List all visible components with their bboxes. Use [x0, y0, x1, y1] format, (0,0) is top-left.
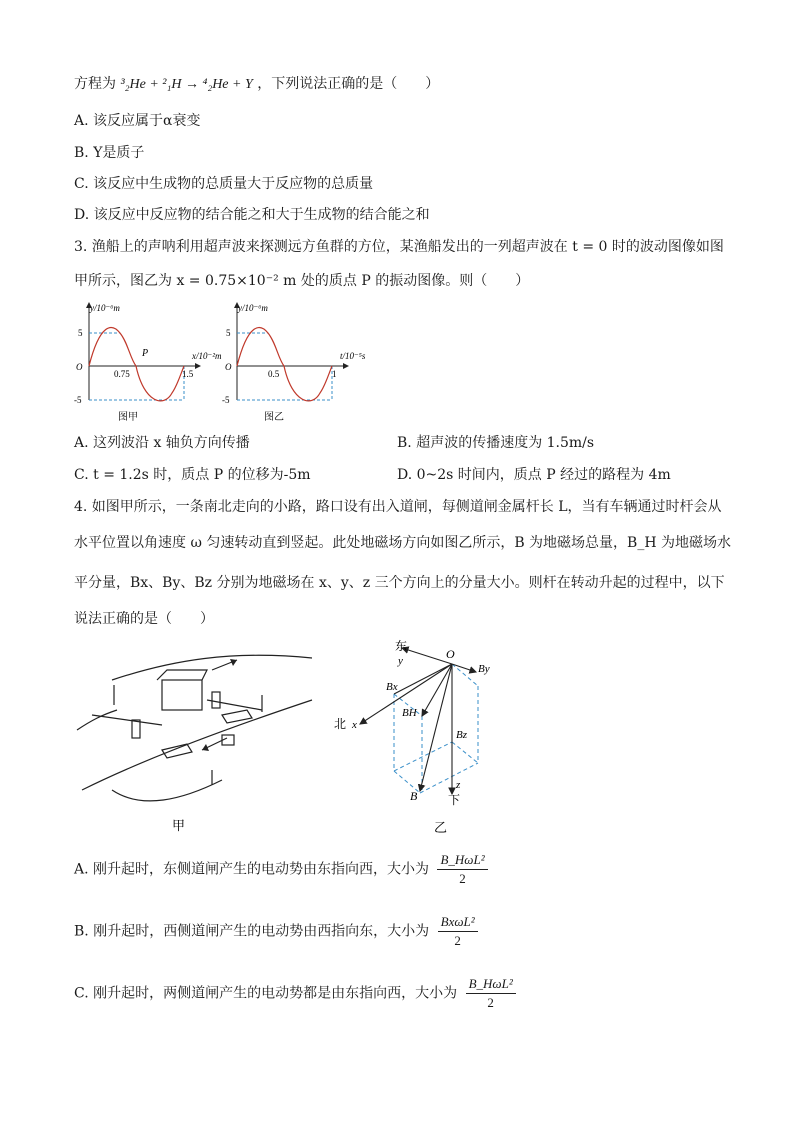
gate-barrier-west: [92, 715, 162, 725]
vector-by: [452, 664, 476, 672]
q3a-tick1: 0.75: [114, 369, 130, 379]
fig-b-b: B: [410, 789, 418, 803]
q3a-caption: 图甲: [118, 412, 138, 423]
q3-option-d: D. 0~2s 时间内，质点 P 经过的路程为 4m: [397, 467, 671, 483]
q4-option-b-fraction: [438, 914, 478, 949]
q3a-xlabel: x/10⁻²m: [192, 351, 222, 361]
q4-option-c-num: B_HωL²: [466, 976, 516, 994]
q3-stem-line2: 甲所示，图乙为 x = 0.75×10⁻² m 处的质点 P 的振动图像。则（ ）: [74, 273, 530, 289]
q4-figure-magnetic-field: [330, 636, 510, 842]
gate-post-west: [132, 720, 140, 738]
fig-b-z: z: [456, 779, 461, 791]
q3-graph-wave: [72, 298, 232, 426]
q3-option-b: B. 超声波的传播速度为 1.5m/s: [397, 435, 595, 451]
q3-stem-line1: 3. 渔船上的声呐利用超声波来探测远方鱼群的方位，某渔船发出的一列超声波在 t = 0 时的波动图像如图: [74, 239, 724, 255]
fig-b-y: y: [398, 655, 403, 667]
q3a-point-p: P: [142, 348, 149, 359]
q4-option-c-den: 2: [487, 995, 494, 1010]
q2-equation: ³₂He + ²₁H → ⁴₂He + Y: [120, 77, 253, 92]
q4-option-a: [74, 852, 488, 887]
q4-option-b: [74, 914, 478, 949]
box-edge-1: [452, 664, 478, 686]
q3b-tick1: 0.5: [268, 369, 280, 379]
q4-option-b-den: 2: [454, 933, 461, 948]
booth-roof: [157, 670, 207, 680]
road-curve-bottom: [112, 780, 222, 801]
fig-b-origin: O: [446, 647, 455, 661]
q4-option-c-text: C. 刚升起时，两侧道闸产生的电动势都是由东指向西，大小为: [74, 985, 458, 1002]
q3b-caption: 图乙: [264, 412, 284, 423]
crosswalk: [222, 710, 252, 723]
crosswalk-2: [162, 744, 192, 758]
q4-fig-b-caption: 乙: [434, 820, 448, 835]
q3a-origin: O: [76, 362, 83, 372]
fig-b-by: By: [478, 663, 490, 675]
q3b-tick2: 1: [332, 369, 337, 379]
q3-option-a: A. 这列波沿 x 轴负方向传播: [74, 435, 250, 451]
road-edge-lower: [82, 700, 312, 790]
q4-option-c: [74, 976, 516, 1011]
q2-option-a: A. 该反应属于α衰变: [74, 113, 201, 129]
q3b-vibration-curve: [237, 328, 332, 401]
fig-b-x: x: [352, 719, 357, 731]
q4-option-b-num: BxωL²: [438, 914, 478, 932]
q2-stem-suffix: ，下列说法正确的是（ ）: [257, 76, 440, 92]
box-edge-8: [452, 742, 478, 763]
road-curve-left: [77, 710, 117, 730]
q3b-origin: O: [225, 362, 232, 372]
q3b-xlabel: t/10⁻⁵s: [340, 351, 366, 361]
road-edge-upper: [112, 655, 312, 680]
q3b-ypos: 5: [226, 328, 231, 338]
fig-b-east: 东: [395, 639, 408, 653]
q3-graph-vibration: [222, 298, 382, 426]
fig-b-down: 下: [448, 793, 461, 807]
q4-option-b-text: B. 刚升起时，西侧道闸产生的电动势由西指向东，大小为: [74, 923, 430, 940]
q4-option-a-num: B_HωL²: [437, 852, 487, 870]
q2-stem: [74, 73, 439, 93]
q4-stem-line2: 水平位置以角速度 ω 匀速转动直到竖起。此处地磁场方向如图乙所示，B 为地磁场总量，B_H 为地磁场水: [74, 535, 731, 551]
q2-option-c: C. 该反应中生成物的总质量大于反应物的总质量: [74, 176, 374, 192]
q4-option-a-den: 2: [459, 871, 466, 886]
fig-b-north: 北: [334, 717, 347, 731]
q2-stem-prefix: 方程为: [74, 76, 116, 92]
q2-option-b: B. Y是质子: [74, 145, 145, 161]
q4-stem-line4: 说法正确的是（ ）: [74, 611, 214, 627]
gate-post-east: [212, 692, 220, 708]
q4-figure-road-gate: [72, 640, 322, 840]
fig-b-bz: Bz: [456, 729, 467, 741]
q3a-ylabel: y/10⁻⁶m: [90, 303, 120, 313]
q3a-tick2: 1.5: [182, 369, 194, 379]
q4-stem-line1: 4. 如图甲所示，一条南北走向的小路，路口设有出入道闸，每侧道闸金属杆长 L，当有车辆通过时杆会从: [74, 499, 722, 515]
q3b-yneg: -5: [222, 395, 230, 405]
axis-y-east: [402, 648, 452, 664]
q3-option-c: C. t = 1.2s 时，质点 P 的位移为-5m: [74, 467, 311, 483]
q3b-ylabel: y/10⁻⁶m: [238, 303, 268, 313]
q4-option-a-text: A. 刚升起时，东侧道闸产生的电动势由东指向西，大小为: [74, 861, 430, 878]
q2-option-d: D. 该反应中反应物的结合能之和大于生成物的结合能之和: [74, 207, 430, 223]
q4-fig-a-caption: 甲: [172, 818, 186, 833]
q3a-ypos: 5: [78, 328, 83, 338]
fig-b-bx: Bx: [386, 681, 398, 693]
gate-booth: [162, 680, 202, 710]
q4-stem-line3: 平分量，Bx、By、Bz 分别为地磁场在 x、y、z 三个方向上的分量大小。则杆在转动升起的过程中，以下: [74, 575, 725, 591]
q3a-wave-curve: [89, 328, 184, 401]
vector-b: [420, 664, 452, 791]
q4-option-a-fraction: [437, 852, 487, 887]
box-edge-7: [420, 763, 478, 793]
q4-option-c-fraction: [466, 976, 516, 1011]
q3a-yneg: -5: [74, 395, 82, 405]
fig-b-bh: BH: [402, 707, 417, 719]
box-edge-6: [394, 742, 452, 771]
